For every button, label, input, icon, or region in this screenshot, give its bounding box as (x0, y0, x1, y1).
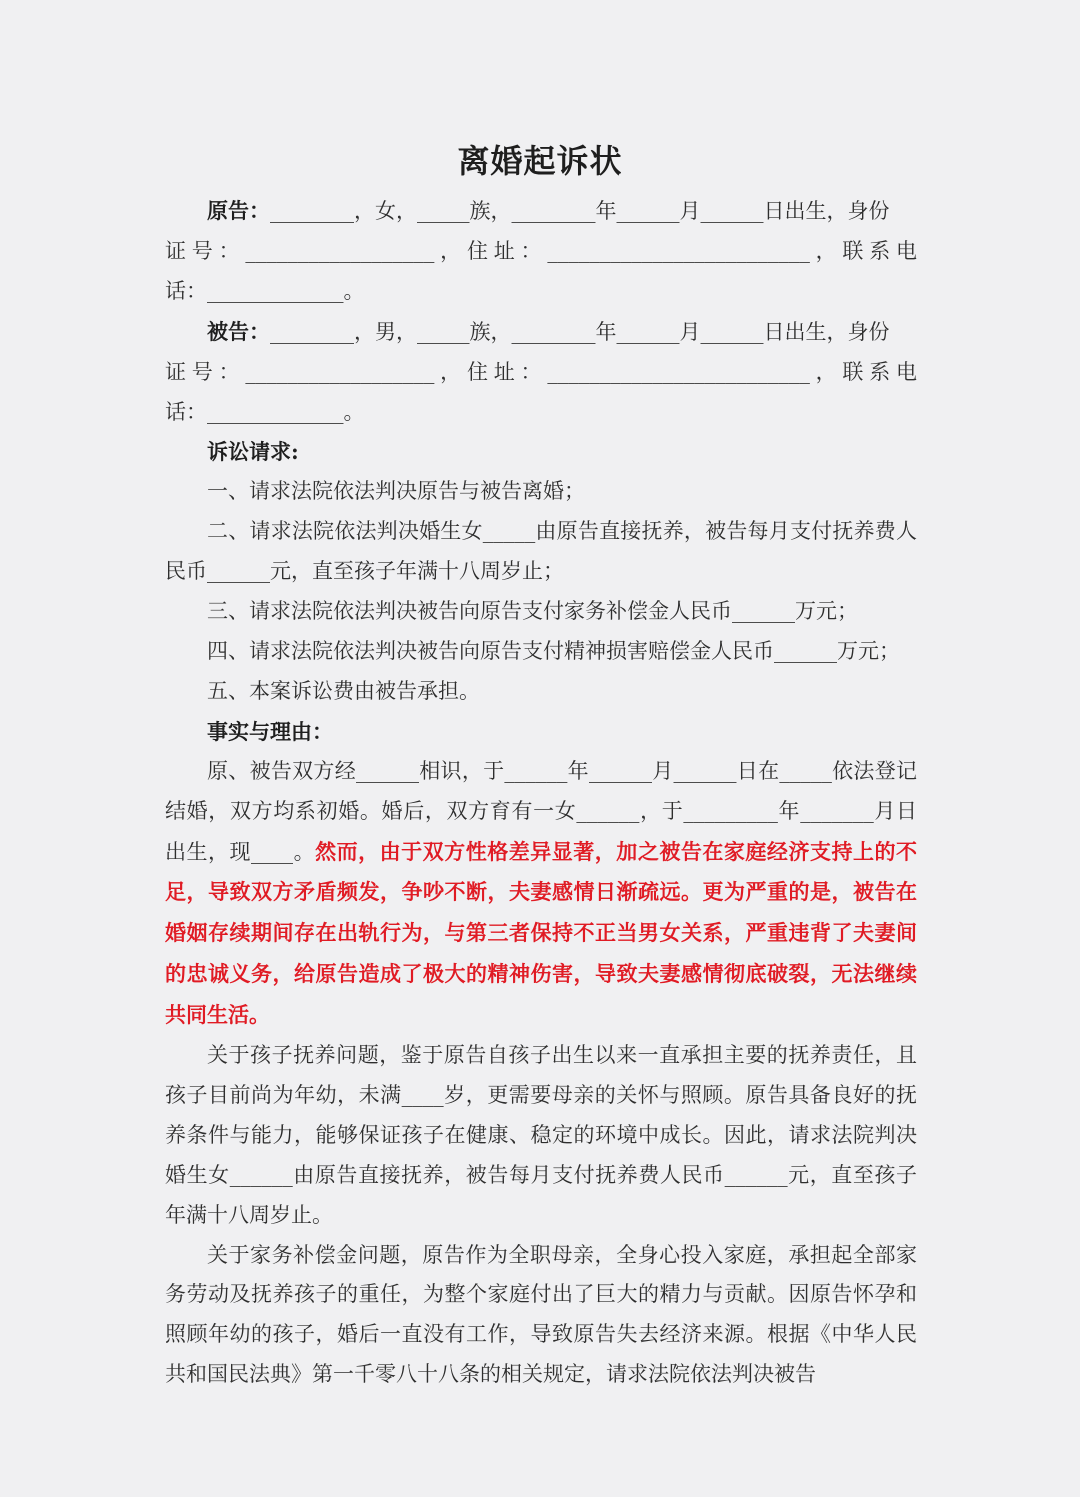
claim-item-3: 三、请求法院依法判决被告向原告支付家务补偿金人民币______万元； (207, 599, 858, 624)
claim-item-2: 二、请求法院依法判决婚生女_____由原告直接抚养，被告每月支付抚养费人民币______元，直至孩子年满十八周岁止； (165, 519, 917, 584)
facts-paragraph-1-normal: 原、被告双方经______相识，于______年______月______日在_____依法登记结婚，双方均系初婚。婚后，双方育有一女______，于_________年_______月日出生，现____。 (165, 758, 917, 864)
claim-item-5: 五、本案诉讼费由被告承担。 (207, 678, 480, 703)
plaintiff-line-1-text: ________，女，_____族，________年______月______日出生，身份 (270, 199, 890, 223)
facts-paragraph-1-highlight: 然而，由于双方性格差异显著，加之被告在家庭经济支持上的不足，导致双方矛盾频发，争吵不断，夫妻感情日渐疏远。更为严重的是，被告在婚姻存续期间存在出轨行为，与第三者保持不正当男女关系，严重违背了夫妻间的忠诚义务，给原告造成了极大的精神伤害，导致夫妻感情彻底破裂，无法继续共同生活。 (165, 838, 918, 1028)
defendant-line-3: 话：_____________。 (165, 399, 365, 424)
defendant-line-2: 证号：__________________，住址：_________________________，联系电 (165, 359, 917, 384)
facts-paragraph-3: 关于家务补偿金问题，原告作为全职母亲，全身心投入家庭，承担起全部家务劳动及抚养孩子的重任，为整个家庭付出了巨大的精力与贡献。因原告怀孕和照顾年幼的孩子，婚后一直没有工作，导致原告失去经济来源。根据《中华人民共和国民法典》第一千零八十八条的相关规定，请求法院依法判决被告 (165, 1242, 917, 1387)
document-body (165, 191, 917, 1395)
facts-heading: 事实与理由： (207, 718, 333, 744)
facts-paragraph-2: 关于孩子抚养问题，鉴于原告自孩子出生以来一直承担主要的抚养责任，且孩子目前尚为年幼，未满____岁，更需要母亲的关怀与照顾。原告具备良好的抚养条件与能力，能够保证孩子在健康、稳定的环境中成长。因此，请求法院判决婚生女______由原告直接抚养，被告每月支付抚养费人民币______元，直至孩子年满十八周岁止。 (165, 1043, 917, 1227)
defendant-label: 被告： (207, 318, 270, 344)
plaintiff-line-3: 话：_____________。 (165, 278, 365, 303)
claim-item-1: 一、请求法院依法判决原告与被告离婚； (207, 479, 585, 504)
claim-item-4: 四、请求法院依法判决被告向原告支付精神损害赔偿金人民币______万元； (207, 638, 900, 663)
plaintiff-label: 原告： (207, 198, 270, 223)
claims-heading: 诉讼请求: (207, 439, 299, 465)
defendant-line-1-text: ________，男，_____族，________年______月______日出生，身份 (270, 319, 890, 344)
plaintiff-line-1 (165, 191, 917, 232)
document-title: 离婚起诉状 (457, 142, 623, 180)
plaintiff-line-2: 证号：__________________，住址：_________________________，联系电 (165, 238, 917, 263)
defendant-line-1 (165, 312, 917, 353)
facts-paragraph-1 (165, 752, 917, 1036)
